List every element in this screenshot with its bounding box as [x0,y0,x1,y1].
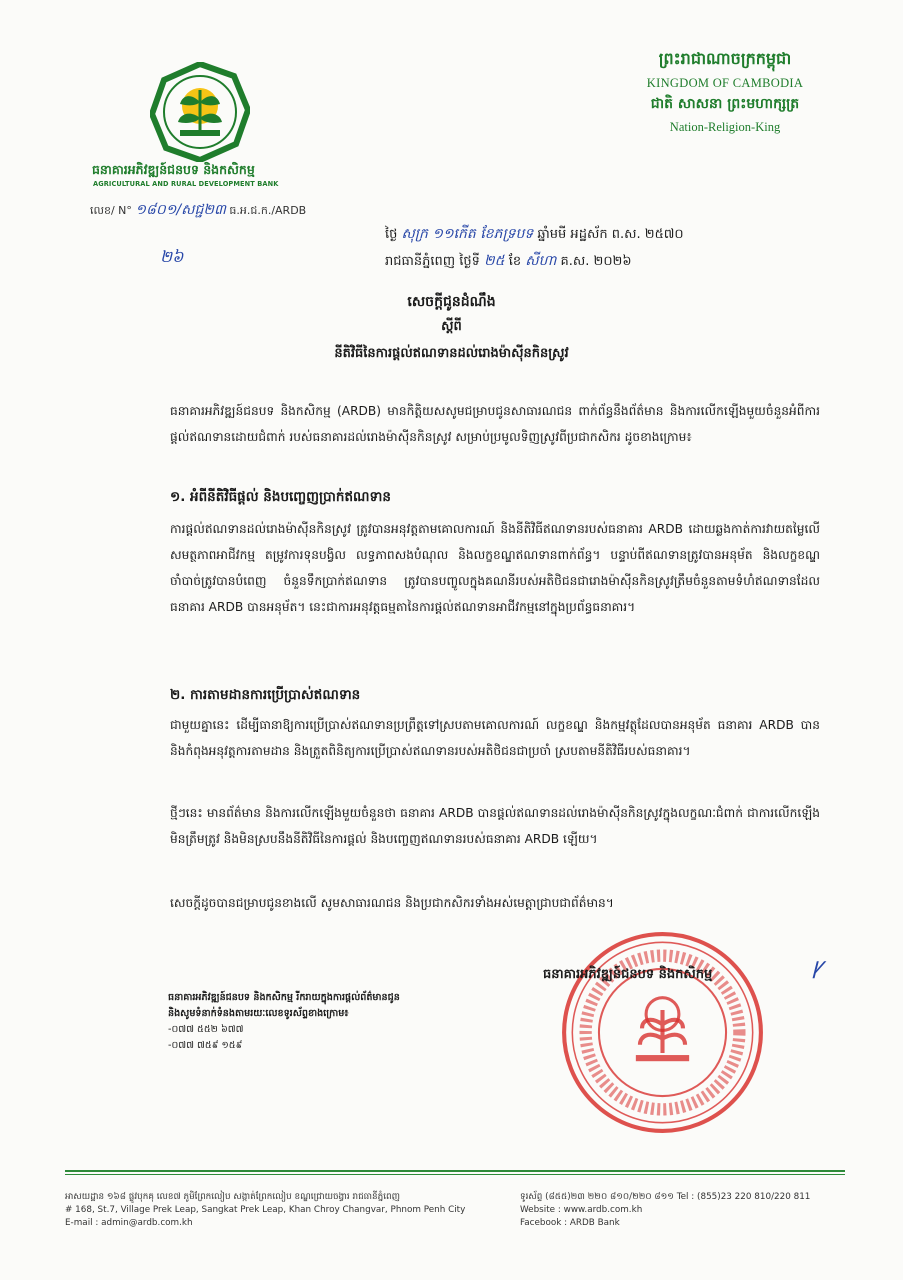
kingdom-header [625,48,825,135]
telephone: ទូរស័ព្ទ (៨៥៥)២៣ ២២០ ៨១០/២២០ ៨១១ Tel : (855)23 220 810/220 811 [520,1192,811,1202]
notice-subject-label: ស្តីពី [441,319,462,334]
contact-info [168,990,400,1054]
solar-month-label: ខែ [508,254,522,269]
lunar-suffix: ឆ្នាំមមី អដ្ឋស័ក ព.ស. ២៥៧០ [537,227,684,242]
kingdom-en: KINGDOM OF CAMBODIA [646,76,804,90]
solar-day: ២៥ [484,253,505,269]
intro-paragraph: ធនាគារអភិវឌ្ឍន៍ជនបទ និងកសិកម្ម (ARDB) មានកិត្តិយសសូមជម្រាបជូនសាធារណជន ពាក់ព័ន្ធនឹងព័ត៌មាន និងការលើកឡើងមួយចំនួនអំពីការផ្តល់ឥណទានដោយជំពាក់ របស់ធនាគារដល់រោងម៉ាស៊ីនកិនស្រូវ សម្រាប់ប្រមូលទិញស្រូវពីប្រជាកសិករ ដូចខាងក្រោម៖ [170,404,820,444]
address-kh: អាសយដ្ឋាន ១៦៨ ផ្លូវបុកគុ លេខ៧ ភូមិព្រែកលៀប សង្កាត់ព្រែកលៀប ខណ្ឌជ្រោយចង្វារ រាជធានីភ្នំពេញ [65,1192,400,1202]
ref-year: ២៣ [203,202,226,218]
official-stamp [560,930,765,1135]
section1-paragraph: ការផ្តល់ឥណទានដល់រោងម៉ាស៊ីនកិនស្រូវ ត្រូវបានអនុវត្តតាមគោលការណ៍ និងនីតិវិធីឥណទានរបស់ធនាគារ ARDB ដោយឆ្លងកាត់ការវាយតម្លៃលើសមត្ថភាពអាជីវកម្ម តម្រូវការទុនបង្វិល លទ្ធភាពសងបំណុល និងលក្ខខណ្ឌឥណទានពាក់ព័ន្ធ។ បន្ទាប់ពីឥណទានត្រូវបានអនុម័ត និងលក្ខខណ្ឌចាំបាច់ត្រូវបានបំពេញ ចំនួនទឹកប្រាក់ឥណទាន ត្រូវបានបញ្ចូលក្នុងគណនីរបស់អតិថិជនជារោងម៉ាស៊ីនកិនស្រូវត្រឹមចំនួនតាមទំហំឥណទានដែលធនាគារ ARDB បានអនុម័ត។ នេះជាការអនុវត្តធម្មតានៃការផ្តល់ឥណទានអាជីវកម្មនៅក្នុងប្រព័ន្ធធនាគារ។ [170,522,820,614]
section2-paragraph: ជាមួយគ្នានេះ ដើម្បីធានាឱ្យការប្រើប្រាស់ឥណទានប្រព្រឹត្តទៅស្របតាមគោលការណ៍ លក្ខខណ្ឌ និងកម្មវត្ថុដែលបានអនុម័ត ធនាគារ ARDB បាន និងកំពុងអនុវត្តការតាមដាន និងត្រួតពិនិត្យការប្រើប្រាស់ឥណទានរបស់អតិថិជនជាប្រចាំ ស្របតាមនីតិវិធីរបស់ធនាគារ។ [170,718,820,758]
ref-prefix: លេខ/ N° [90,204,132,217]
footer-right [520,1191,810,1230]
notice-subject: នីតិវិធីនៃការផ្តល់ឥណទានដល់រោងម៉ាស៊ីនកិនស្រូវ [334,346,569,361]
facebook: Facebook : ARDB Bank [520,1218,620,1228]
contact-line1: ធនាគារអភិវឌ្ឍន៍ជនបទ និងកសិកម្ម រីករាយក្នុងការផ្តល់ព័ត៌មានជូន [168,992,400,1003]
footer-left [65,1191,465,1230]
ardb-logo [150,62,250,162]
lunar-date [385,224,684,245]
ref-number: ១៨០១ [135,202,177,218]
motto-en: Nation-Religion-King [669,120,781,134]
ref-mid: /សជ្ជ [176,202,204,218]
website: Website : www.ardb.com.kh [520,1205,643,1215]
solar-year: គ.ស. ២០២៦ [560,254,632,269]
contact-line2: និងសូមទំនាក់ទំនងតាមរយៈលេខទូរស័ព្ទខាងក្រោម៖ [168,1008,349,1019]
ref-sub-number: ២៦ [160,247,184,266]
footer-divider [65,1170,845,1172]
signatory: ធនាគារអភិវឌ្ឍន៍ជនបទ និងកសិកម្ម [543,967,713,982]
bank-name-en: AGRICULTURAL AND RURAL DEVELOPMENT BANK [93,180,279,188]
phone-2: -០៧៧ ៧៥៩ ១៥៩ [168,1040,243,1051]
section1-heading: ១. អំពីនីតិវិធីផ្តល់ និងបញ្ចេញប្រាក់ឥណទាន [170,489,391,505]
solar-prefix: រាជធានីភ្នំពេញ ថ្ងៃទី [385,254,480,269]
motto-kh: ជាតិ សាសនា ព្រះមហាក្សត្រ [650,96,800,112]
paragraph-3: ថ្មីៗនេះ មានព័ត៌មាន និងការលើកឡើងមួយចំនួនថា ធនាគារ ARDB បានផ្តល់ឥណទានដល់រោងម៉ាស៊ីនកិនស្រូវក្នុងលក្ខណៈជំពាក់ ជាការលើកឡើងមិនត្រឹមត្រូវ និងមិនស្របនឹងនីតិវិធីនៃការផ្តល់ និងបញ្ចេញឥណទានរបស់ធនាគារ ARDB ឡើយ។ [170,806,820,846]
address-en: # 168, St.7, Village Prek Leap, Sangkat Prek Leap, Khan Chroy Changvar, Phnom Penh City [65,1205,466,1215]
lunar-prefix: ថ្ងៃ [385,227,398,242]
closing-paragraph: សេចក្តីដូចបានជម្រាបជូនខាងលើ សូមសាធារណជន និងប្រជាកសិករទាំងអស់មេត្តាជ្រាបជាព័ត៌មាន។ [170,896,614,910]
bank-name-kh: ធនាគារអភិវឌ្ឍន៍ជនបទ និងកសិកម្ម [92,162,255,177]
reference-number [90,200,306,221]
notice-title: សេចក្តីជូនដំណឹង [407,294,496,310]
kingdom-kh: ព្រះរាជាណាចក្រកម្ពុជា [658,49,792,68]
solar-date [385,251,632,272]
email: E-mail : admin@ardb.com.kh [65,1218,193,1228]
lunar-handwritten: សុក្រ ១១កើត ខែភទ្របទ [401,226,534,242]
phone-1: -០៧៧ ៥៥២ ៦៧៧ [168,1024,244,1035]
solar-month: សីហា [525,253,557,269]
ref-suffix: ធ.អ.ជ.ក./ARDB [229,204,307,217]
signature-mark: ꝩ [812,954,824,979]
section2-heading: ២. ការតាមដានការប្រើប្រាស់ឥណទាន [170,687,361,703]
footer-divider-thin [65,1174,845,1175]
